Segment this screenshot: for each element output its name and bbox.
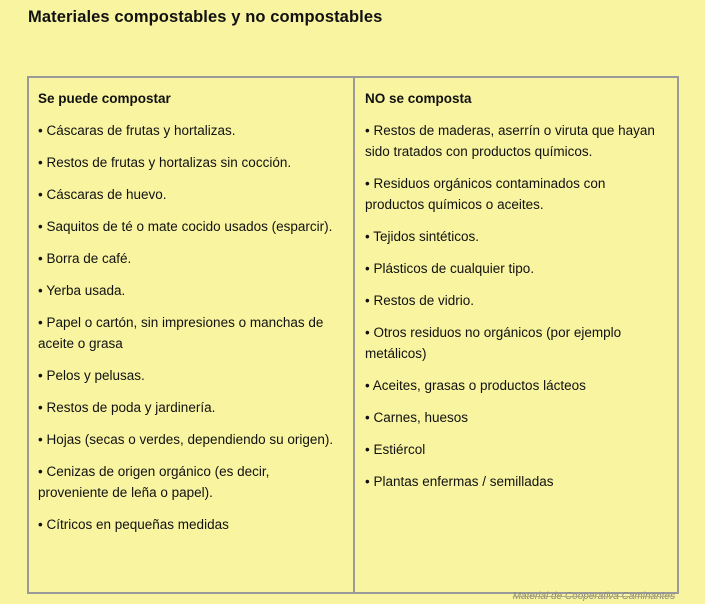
list-item: • Restos de maderas, aserrín o viruta que hayan sido tratados con productos químicos.: [365, 123, 655, 159]
list-item: • Restos de vidrio.: [365, 293, 475, 308]
list-item: • Tejidos sintéticos.: [365, 229, 480, 244]
list-item: • Restos de frutas y hortalizas sin cocción.: [38, 155, 292, 170]
compostable-header: Se puede compostar: [38, 91, 171, 106]
list-item: • Pelos y pelusas.: [38, 368, 145, 383]
list-item: • Plantas enfermas / semilladas: [365, 474, 554, 489]
list-item: • Yerba usada.: [38, 283, 126, 298]
list-item: • Restos de poda y jardinería.: [38, 400, 216, 415]
list-item: • Plásticos de cualquier tipo.: [365, 261, 535, 276]
list-item: • Hojas (secas o verdes, dependiendo su origen).: [38, 432, 334, 447]
list-item: • Saquitos de té o mate cocido usados (esparcir).: [38, 219, 333, 234]
list-item: • Residuos orgánicos contaminados con productos químicos o aceites.: [365, 176, 606, 212]
list-item: • Carnes, huesos: [365, 410, 469, 425]
compost-table: [27, 76, 679, 594]
list-item: • Aceites, grasas o productos lácteos: [365, 378, 586, 393]
list-item: • Cáscaras de frutas y hortalizas.: [38, 123, 236, 138]
credit-note: Material de Cooperativa Caminantes: [512, 591, 675, 602]
page-title: Materiales compostables y no compostables: [28, 8, 383, 26]
list-item: • Cenizas de origen orgánico (es decir, proveniente de leña o papel).: [38, 464, 270, 500]
list-item: • Otros residuos no orgánicos (por ejemplo metálicos): [365, 325, 622, 361]
non-compostable-column: [355, 78, 677, 592]
non-compostable-header: NO se composta: [365, 91, 472, 106]
list-item: • Cáscaras de huevo.: [38, 187, 167, 202]
list-item: • Cítricos en pequeñas medidas: [38, 517, 229, 532]
list-item: • Estiércol: [365, 442, 426, 457]
compostable-list: [38, 120, 341, 535]
non-compostable-list: [365, 120, 665, 492]
list-item: • Borra de café.: [38, 251, 132, 266]
list-item: • Papel o cartón, sin impresiones o manchas de aceite o grasa: [38, 315, 324, 351]
compostable-column: [29, 78, 355, 592]
